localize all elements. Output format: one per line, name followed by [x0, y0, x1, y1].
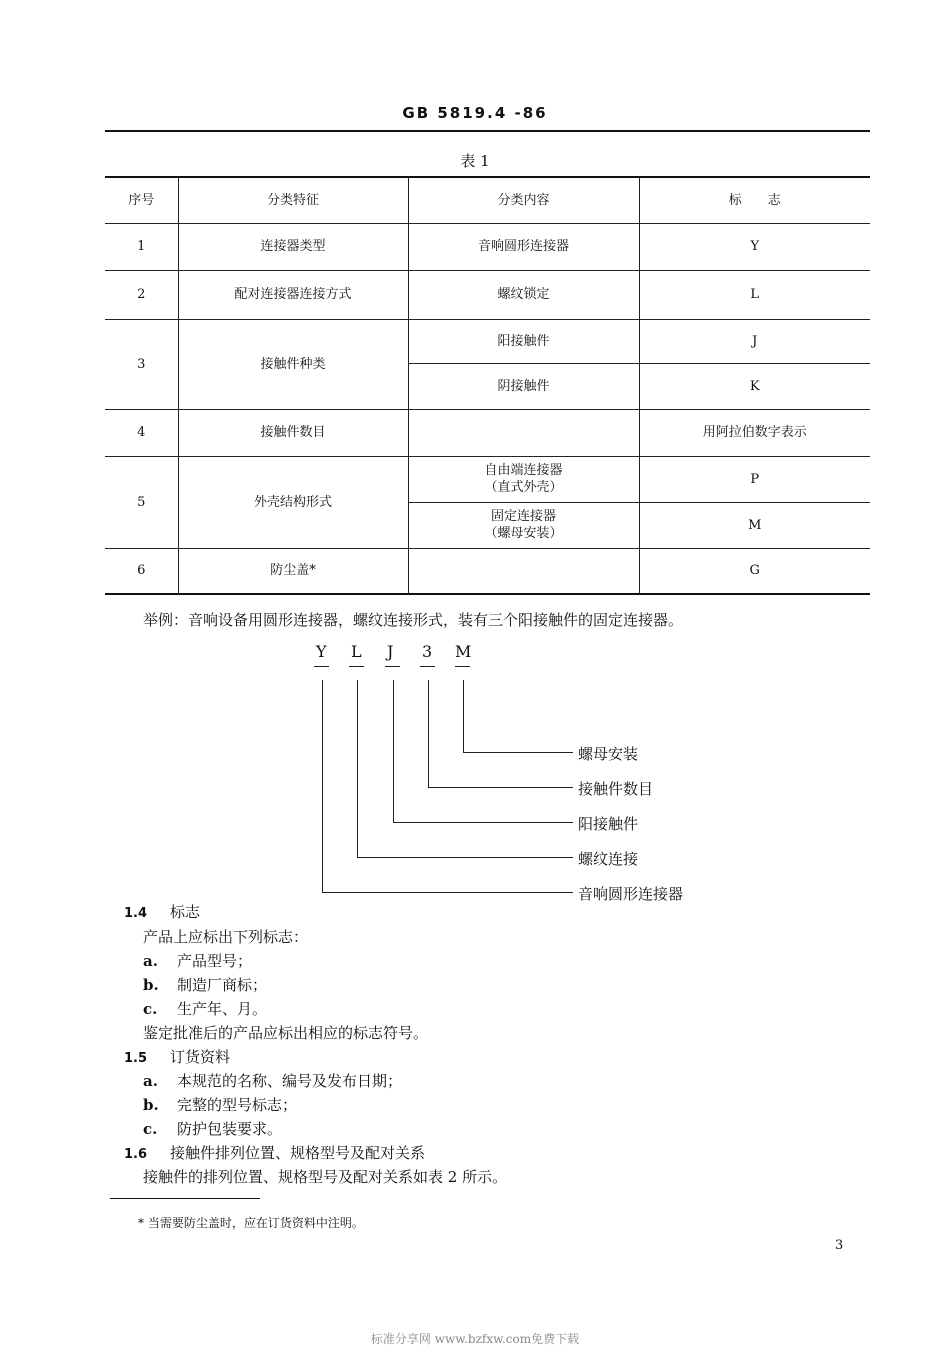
row-feature: 配对连接器连接方式 [178, 270, 408, 319]
section-title: 接触件排列位置、规格型号及配对关系 [170, 1144, 426, 1162]
list-key: c. [143, 1120, 158, 1138]
classification-table [105, 176, 870, 595]
row-mark: G [639, 548, 870, 594]
header-cell: 序号 [105, 177, 178, 223]
row-feature: 防尘盖* [178, 548, 408, 594]
content-sub: （螺母安装） [484, 526, 563, 541]
row-no: 6 [105, 548, 178, 594]
list-item [143, 998, 267, 1019]
section-1-4-heading [124, 901, 200, 922]
header-rule [105, 130, 870, 132]
section-1-5-heading [124, 1046, 230, 1067]
list-text: 完整的型号标志； [177, 1096, 298, 1114]
leader-line [322, 892, 573, 893]
leader-line [463, 680, 464, 752]
row-mark: L [639, 270, 870, 319]
table-row [105, 319, 870, 363]
leader-line [428, 787, 573, 788]
leader-line [428, 680, 429, 787]
row-content [408, 456, 639, 502]
row-no: 2 [105, 270, 178, 319]
leader-line [393, 822, 573, 823]
row-no: 5 [105, 456, 178, 548]
leader-label: 音响圆形连接器 [578, 885, 684, 903]
content-sub: （直式外壳） [484, 480, 563, 495]
row-feature: 外壳结构形式 [178, 456, 408, 548]
row-content [408, 502, 639, 548]
table-row [105, 270, 870, 319]
leader-label: 阳接触件 [578, 815, 639, 833]
list-item [143, 974, 267, 995]
leader-label: 螺纹连接 [578, 850, 639, 868]
row-mark: P [639, 456, 870, 502]
example-text: 举例：音响设备用圆形连接器，螺纹连接形式，装有三个阳接触件的固定连接器。 [143, 611, 684, 629]
list-item [143, 1094, 297, 1115]
list-text: 产品型号； [177, 952, 253, 970]
code-underline [314, 666, 329, 667]
list-key: a. [143, 1072, 158, 1090]
section-number: 1.5 [124, 1051, 148, 1066]
section-title: 标志 [170, 903, 201, 921]
code-letter: J [387, 642, 394, 661]
page-number: 3 [835, 1238, 844, 1253]
leader-line [463, 752, 573, 753]
row-content [408, 548, 639, 594]
code-underline [420, 666, 435, 667]
table-row [105, 409, 870, 456]
row-mark: 用阿拉伯数字表示 [639, 409, 870, 456]
section-1-6-heading [124, 1142, 425, 1163]
watermark-text: 标准分享网 www.bzfxw.com免费下载 [370, 1332, 580, 1346]
table-row [105, 223, 870, 270]
section-title: 订货资料 [170, 1048, 231, 1066]
section-number: 1.6 [124, 1147, 148, 1162]
header-cell: 标 志 [639, 177, 870, 223]
code-underline [385, 666, 400, 667]
leader-label: 螺母安装 [578, 745, 639, 763]
list-item [143, 950, 252, 971]
footnote: * 当需要防尘盖时，应在订货资料中注明。 [138, 1216, 364, 1230]
row-feature: 连接器类型 [178, 223, 408, 270]
doc-header: GB 5819.4 -86 [402, 104, 548, 122]
code-letter: 3 [422, 642, 433, 661]
list-item [143, 1070, 402, 1091]
row-feature: 接触件数目 [178, 409, 408, 456]
row-no: 3 [105, 319, 178, 409]
leader-label: 接触件数目 [578, 780, 654, 798]
leader-line [322, 680, 323, 892]
leader-line [357, 680, 358, 857]
table-row [105, 548, 870, 594]
row-mark: M [639, 502, 870, 548]
table-row [105, 456, 870, 502]
code-letter: Y [316, 642, 327, 661]
list-key: c. [143, 1000, 158, 1018]
row-content: 音响圆形连接器 [408, 223, 639, 270]
footnote-rule [110, 1198, 260, 1199]
row-mark: Y [639, 223, 870, 270]
table-caption: 表 1 [460, 152, 490, 170]
list-text: 生产年、月。 [177, 1000, 268, 1018]
content-line: 自由端连接器 [484, 463, 563, 478]
leader-line [357, 857, 573, 858]
list-text: 防护包装要求。 [177, 1120, 283, 1138]
row-content: 阴接触件 [408, 363, 639, 409]
row-feature: 接触件种类 [178, 319, 408, 409]
row-mark: K [639, 363, 870, 409]
list-item [143, 1118, 282, 1139]
header-cell: 分类特征 [178, 177, 408, 223]
list-text: 制造厂商标； [177, 976, 268, 994]
table-header-row [105, 177, 870, 223]
code-letter: L [351, 642, 362, 661]
list-text: 本规范的名称、编号及发布日期； [177, 1072, 403, 1090]
list-key: a. [143, 952, 158, 970]
row-mark: J [639, 319, 870, 363]
code-letter: M [455, 642, 472, 661]
code-underline [349, 666, 364, 667]
leader-line [393, 680, 394, 822]
list-key: b. [143, 976, 159, 994]
list-key: b. [143, 1096, 159, 1114]
row-content: 螺纹锁定 [408, 270, 639, 319]
row-content: 阳接触件 [408, 319, 639, 363]
paragraph: 产品上应标出下列标志： [143, 928, 309, 946]
row-no: 4 [105, 409, 178, 456]
section-number: 1.4 [124, 906, 148, 921]
paragraph: 接触件的排列位置、规格型号及配对关系如表 2 所示。 [143, 1168, 508, 1186]
header-cell: 分类内容 [408, 177, 639, 223]
row-content [408, 409, 639, 456]
code-underline [455, 666, 470, 667]
row-no: 1 [105, 223, 178, 270]
content-line: 固定连接器 [490, 509, 556, 524]
paragraph: 鉴定批准后的产品应标出相应的标志符号。 [143, 1024, 429, 1042]
